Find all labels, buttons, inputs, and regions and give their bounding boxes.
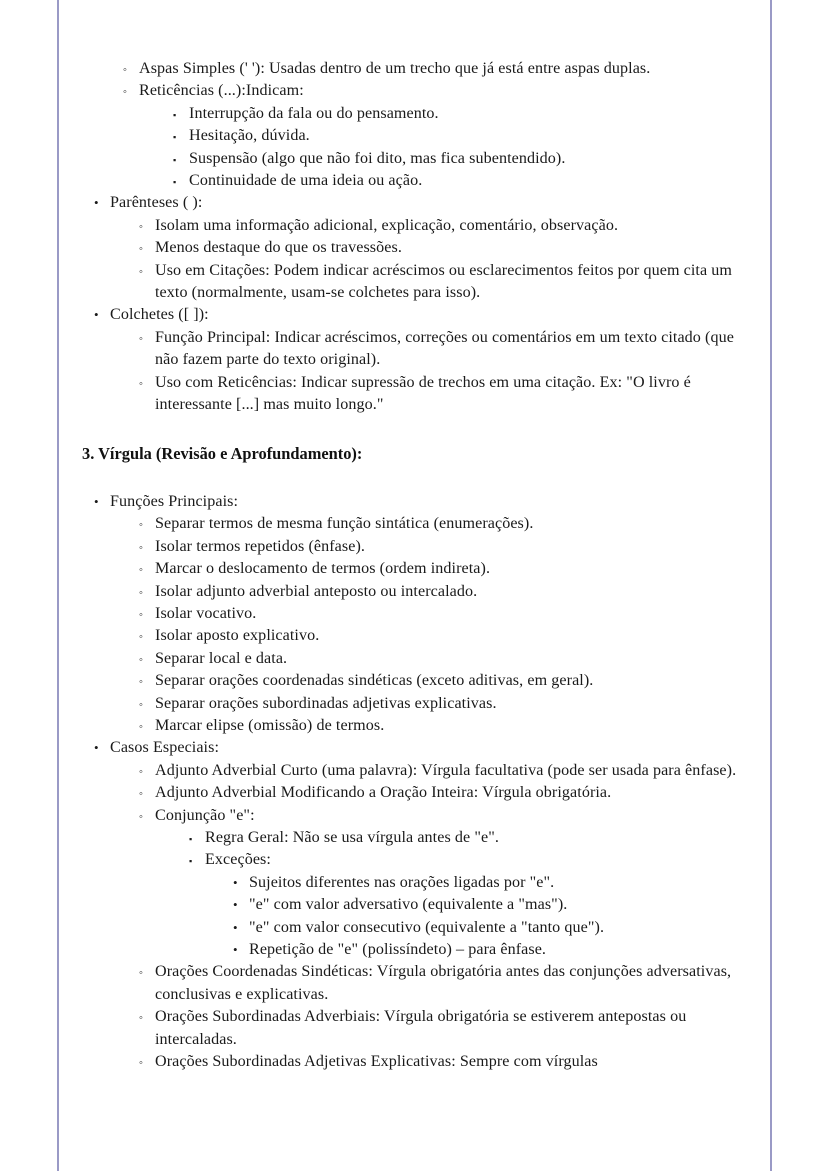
list-item bbox=[139, 327, 750, 372]
list-item bbox=[139, 1051, 750, 1073]
list-item-label: Isolar aposto explicativo. bbox=[155, 627, 320, 645]
bullet-circle-icon: ◦ bbox=[139, 1012, 143, 1025]
virgula-list bbox=[94, 491, 828, 1074]
spacer bbox=[0, 465, 828, 491]
list-item-label: Hesitação, dúvida. bbox=[189, 127, 310, 145]
bullet-disc-icon: • bbox=[233, 897, 238, 913]
spacer bbox=[0, 417, 828, 443]
bullet-circle-icon: ◦ bbox=[139, 653, 143, 666]
list-item-label: Isolam uma informação adicional, explicação, comentário, observação. bbox=[155, 216, 619, 234]
bullet-disc-icon: • bbox=[94, 493, 99, 509]
bullet-square-icon: ▪ bbox=[189, 834, 193, 844]
list-item-label: Repetição de "e" (polissíndeto) – para ênfase. bbox=[249, 941, 547, 959]
list-item bbox=[233, 917, 750, 939]
list-item-label: Orações Coordenadas Sindéticas: Vírgula obrigatória antes das conjunções adversativas, conclusivas e explicativas. bbox=[155, 963, 732, 1003]
list-item bbox=[139, 625, 750, 647]
bullet-circle-icon: ◦ bbox=[139, 519, 143, 532]
bullet-square-icon: ▪ bbox=[173, 132, 177, 143]
list-item-excecoes bbox=[189, 849, 750, 961]
list-item bbox=[139, 372, 750, 417]
list-item bbox=[173, 148, 751, 170]
bullet-circle-icon: ◦ bbox=[139, 765, 143, 778]
section-heading-virgula: 3. Vírgula (Revisão e Aprofundamento): bbox=[82, 443, 363, 463]
bullet-circle-icon: ◦ bbox=[139, 631, 143, 644]
list-item-label: Uso com Reticências: Indicar supressão de trechos em uma citação. Ex: "O livro é interessante [...] mas muito longo." bbox=[155, 373, 691, 414]
list-item bbox=[139, 782, 750, 804]
sublist bbox=[139, 215, 750, 305]
list-item-colchetes bbox=[94, 304, 750, 416]
list-item bbox=[123, 80, 751, 192]
sublist bbox=[173, 103, 751, 193]
bullet-circle-icon: ◦ bbox=[139, 586, 143, 599]
list-item-casos-especiais bbox=[94, 737, 750, 1073]
list-item-label: Colchetes ([ ]): bbox=[110, 306, 209, 324]
bullet-disc-icon: • bbox=[94, 307, 99, 323]
list-item bbox=[139, 513, 750, 535]
list-item bbox=[189, 827, 750, 849]
list-item-label: Adjunto Adverbial Modificando a Oração Inteira: Vírgula obrigatória. bbox=[155, 784, 612, 802]
list-item-label: Casos Especiais: bbox=[110, 739, 220, 757]
bullet-square-icon: ▪ bbox=[173, 177, 177, 188]
list-item-label: Separar orações coordenadas sindéticas (exceto aditivas, em geral). bbox=[155, 672, 594, 690]
list-item-label: Isolar adjunto adverbial anteposto ou intercalado. bbox=[155, 582, 478, 600]
list-item bbox=[233, 939, 750, 961]
list-item-label: "e" com valor consecutivo (equivalente a "tanto que"). bbox=[249, 918, 605, 936]
list-item bbox=[139, 1006, 750, 1051]
bullet-circle-icon: ◦ bbox=[139, 332, 143, 345]
list-item bbox=[173, 125, 751, 147]
bullet-circle-icon: ◦ bbox=[139, 377, 143, 390]
list-item-label: Exceções: bbox=[205, 851, 271, 869]
list-item-label: Separar local e data. bbox=[155, 649, 288, 667]
list-item-label: Sujeitos diferentes nas orações ligadas por "e". bbox=[249, 873, 555, 891]
list-item bbox=[139, 581, 750, 603]
bullet-disc-icon: • bbox=[94, 195, 99, 211]
bullet-disc-icon: • bbox=[233, 874, 238, 890]
bullet-circle-icon: ◦ bbox=[139, 220, 143, 233]
bullet-disc-icon: • bbox=[233, 919, 238, 935]
list-item bbox=[139, 237, 750, 259]
list-item-label: Função Principal: Indicar acréscimos, correções ou comentários em um texto citado (que não fazem parte do texto original). bbox=[155, 328, 734, 369]
list-item bbox=[139, 536, 750, 558]
list-item-funcoes-principais bbox=[94, 491, 750, 737]
bullet-square-icon: ▪ bbox=[189, 856, 193, 867]
list-item-label: Aspas Simples (' '): Usadas dentro de um trecho que já está entre aspas duplas. bbox=[139, 60, 651, 77]
list-item-label: Reticências (...):Indicam: bbox=[139, 82, 304, 100]
list-item-label: Marcar o deslocamento de termos (ordem indireta). bbox=[155, 560, 491, 578]
list-item-label: Regra Geral: Não se usa vírgula antes de "e". bbox=[205, 829, 499, 846]
list-item-label: Interrupção da fala ou do pensamento. bbox=[189, 104, 439, 122]
list-item bbox=[139, 648, 750, 670]
bullet-circle-icon: ◦ bbox=[139, 564, 143, 577]
list-item-label: Separar termos de mesma função sintática (enumerações). bbox=[155, 515, 534, 533]
bullet-circle-icon: ◦ bbox=[139, 676, 143, 689]
list-item-label: Orações Subordinadas Adjetivas Explicativas: Sempre com vírgulas bbox=[155, 1053, 598, 1071]
bullet-circle-icon: ◦ bbox=[139, 788, 143, 801]
list-item bbox=[139, 715, 750, 737]
sublist bbox=[139, 327, 750, 417]
list-item bbox=[173, 170, 751, 192]
list-item-label: Funções Principais: bbox=[110, 492, 239, 510]
list-item bbox=[139, 961, 750, 1006]
list-item-label: Orações Subordinadas Adverbiais: Vírgula obrigatória se estiverem antepostas ou intercaladas. bbox=[155, 1008, 687, 1048]
bullet-circle-icon: ◦ bbox=[139, 720, 143, 733]
sublist bbox=[233, 872, 750, 962]
list-item-label: "e" com valor adversativo (equivalente a "mas"). bbox=[249, 896, 568, 914]
list-item-label: Continuidade de uma ideia ou ação. bbox=[189, 172, 423, 190]
list-item bbox=[233, 894, 750, 916]
list-item-label: Suspensão (algo que não foi dito, mas fica subentendido). bbox=[189, 149, 566, 167]
list-item-parenteses bbox=[94, 192, 750, 304]
list-item bbox=[139, 603, 750, 625]
list-item bbox=[173, 103, 751, 125]
bullet-circle-icon: ◦ bbox=[139, 1057, 143, 1070]
list-item bbox=[123, 58, 751, 80]
list-item bbox=[139, 260, 750, 305]
bullet-circle-icon: ◦ bbox=[139, 608, 143, 621]
sublist bbox=[189, 827, 750, 961]
list-item-label: Parênteses ( ): bbox=[110, 194, 203, 212]
top-continuation-list bbox=[123, 58, 828, 192]
list-item-label: Uso em Citações: Podem indicar acréscimos ou esclarecimentos feitos por quem cita um texto (normalmente, usam-se colchetes para isso). bbox=[155, 261, 733, 302]
list-item-conjuncao-e bbox=[139, 805, 750, 962]
punctuation-list bbox=[94, 192, 828, 416]
sublist bbox=[139, 760, 750, 1074]
bullet-circle-icon: ◦ bbox=[139, 810, 143, 823]
bullet-disc-icon: • bbox=[233, 942, 238, 958]
bullet-circle-icon: ◦ bbox=[139, 541, 143, 554]
bullet-circle-icon: ◦ bbox=[139, 967, 143, 980]
bullet-circle-icon: ◦ bbox=[139, 698, 143, 711]
bullet-circle-icon: ◦ bbox=[123, 64, 127, 76]
list-item-label: Isolar vocativo. bbox=[155, 604, 257, 622]
list-item bbox=[139, 215, 750, 237]
list-item bbox=[139, 693, 750, 715]
bullet-circle-icon: ◦ bbox=[139, 243, 143, 256]
bullet-square-icon: ▪ bbox=[173, 154, 177, 165]
list-item bbox=[139, 760, 750, 782]
list-item bbox=[233, 872, 750, 894]
list-item-label: Marcar elipse (omissão) de termos. bbox=[155, 716, 385, 734]
bullet-disc-icon: • bbox=[94, 740, 99, 756]
list-item-label: Isolar termos repetidos (ênfase). bbox=[155, 537, 366, 555]
sublist bbox=[139, 513, 750, 737]
list-item-label: Adjunto Adverbial Curto (uma palavra): Vírgula facultativa (pode ser usada para ênfase). bbox=[155, 761, 737, 779]
bullet-square-icon: ▪ bbox=[173, 109, 177, 120]
list-item-label: Separar orações subordinadas adjetivas explicativas. bbox=[155, 694, 497, 712]
list-item-label: Menos destaque do que os travessões. bbox=[155, 239, 402, 257]
bullet-circle-icon: ◦ bbox=[123, 86, 127, 99]
list-item bbox=[139, 558, 750, 580]
list-item-label: Conjunção "e": bbox=[155, 806, 255, 824]
list-item bbox=[139, 670, 750, 692]
bullet-circle-icon: ◦ bbox=[139, 265, 143, 278]
